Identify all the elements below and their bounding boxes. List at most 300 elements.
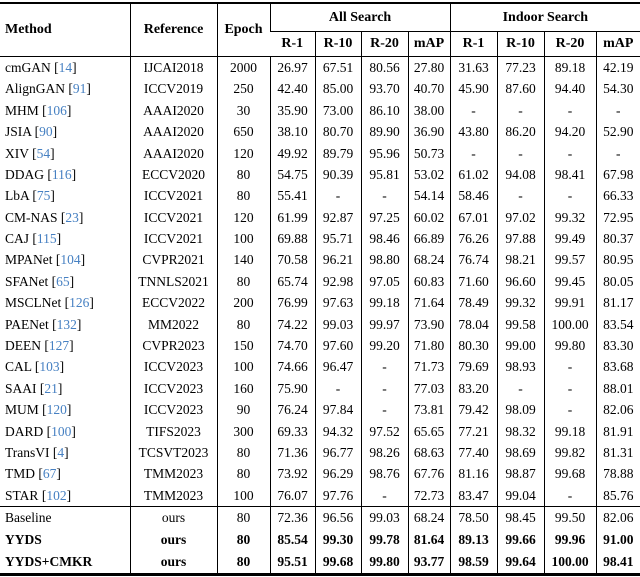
method-name: XIV bbox=[5, 145, 29, 161]
all-search-metric-cell: 35.90 bbox=[270, 100, 315, 121]
col-header-indoor-r20: R-20 bbox=[544, 32, 596, 57]
method-name: DDAG bbox=[5, 166, 44, 182]
all-search-metric-cell: 80.70 bbox=[315, 121, 361, 142]
epoch-cell: 80 bbox=[217, 529, 270, 551]
epoch-cell: 100 bbox=[217, 485, 270, 507]
all-search-metric-cell: 94.32 bbox=[315, 421, 361, 442]
indoor-search-metric-cell: 80.05 bbox=[596, 271, 640, 292]
reference-cell: ICCV2023 bbox=[130, 378, 217, 399]
indoor-search-metric-cell: 99.32 bbox=[544, 207, 596, 228]
indoor-search-metric-cell: 67.01 bbox=[450, 207, 497, 228]
all-search-metric-cell: 42.40 bbox=[270, 78, 315, 99]
indoor-search-metric-cell: 76.26 bbox=[450, 228, 497, 249]
table-header bbox=[0, 3, 640, 57]
all-search-metric-cell: - bbox=[361, 399, 408, 420]
table-row bbox=[0, 529, 640, 551]
method-cell: MPANet [104] bbox=[5, 252, 86, 268]
indoor-search-metric-cell: 91.00 bbox=[596, 529, 640, 551]
indoor-search-metric-cell: 80.37 bbox=[596, 228, 640, 249]
method-name: SFANet bbox=[5, 273, 49, 289]
all-search-metric-cell: 65.65 bbox=[408, 421, 450, 442]
reference-cell: AAAI2020 bbox=[130, 143, 217, 164]
all-search-metric-cell: 74.70 bbox=[270, 335, 315, 356]
method-name: MHM bbox=[5, 102, 39, 118]
method-cell: TransVI [4] bbox=[5, 444, 69, 460]
all-search-metric-cell: 99.20 bbox=[361, 335, 408, 356]
indoor-search-metric-cell: 86.20 bbox=[497, 121, 544, 142]
indoor-search-metric-cell: - bbox=[544, 185, 596, 206]
epoch-cell: 650 bbox=[217, 121, 270, 142]
citation-link[interactable]: 23 bbox=[65, 209, 79, 225]
method-cell: DARD [100] bbox=[5, 423, 76, 439]
all-search-metric-cell: 89.90 bbox=[361, 121, 408, 142]
citation-link[interactable]: 75 bbox=[36, 188, 51, 204]
method-name: DARD bbox=[5, 423, 44, 439]
indoor-search-metric-cell: - bbox=[596, 100, 640, 121]
all-search-metric-cell: 97.60 bbox=[315, 335, 361, 356]
indoor-search-metric-cell: 88.01 bbox=[596, 378, 640, 399]
indoor-search-metric-cell: 83.68 bbox=[596, 356, 640, 377]
method-cell bbox=[0, 529, 130, 551]
all-search-metric-cell: 97.05 bbox=[361, 271, 408, 292]
method-name: PAENet bbox=[5, 316, 49, 332]
method-cell: MHM [106] bbox=[5, 102, 72, 118]
citation-link[interactable]: 126 bbox=[69, 295, 90, 311]
all-search-metric-cell: 98.26 bbox=[361, 442, 408, 463]
reference-cell: ICCV2023 bbox=[130, 399, 217, 420]
indoor-search-metric-cell: 85.76 bbox=[596, 485, 640, 507]
reference-cell: IJCAI2018 bbox=[130, 57, 217, 79]
epoch-cell: 80 bbox=[217, 463, 270, 484]
all-search-metric-cell: - bbox=[361, 378, 408, 399]
indoor-search-metric-cell: 99.00 bbox=[497, 335, 544, 356]
indoor-search-metric-cell: 78.50 bbox=[450, 507, 497, 530]
citation-link[interactable]: 14 bbox=[58, 59, 73, 75]
method-cell: TMD [67] bbox=[5, 466, 61, 482]
all-search-metric-cell: 93.77 bbox=[408, 551, 450, 575]
method-name: STAR bbox=[5, 487, 39, 503]
method-name: YYDS bbox=[5, 532, 42, 548]
table-row bbox=[0, 442, 640, 463]
citation-link[interactable]: 21 bbox=[44, 380, 58, 396]
indoor-search-metric-cell: 99.18 bbox=[544, 421, 596, 442]
reference-cell: ICCV2019 bbox=[130, 78, 217, 99]
method-cell bbox=[0, 551, 130, 575]
table-row bbox=[0, 421, 640, 442]
indoor-search-metric-cell: - bbox=[497, 143, 544, 164]
indoor-search-metric-cell: 82.06 bbox=[596, 399, 640, 420]
table-row bbox=[0, 78, 640, 99]
epoch-cell: 80 bbox=[217, 442, 270, 463]
epoch-cell: 30 bbox=[217, 100, 270, 121]
col-header-all-r1: R-1 bbox=[270, 32, 315, 57]
indoor-search-metric-cell: 98.69 bbox=[497, 442, 544, 463]
indoor-search-metric-cell: 99.91 bbox=[544, 292, 596, 313]
all-search-metric-cell: 98.46 bbox=[361, 228, 408, 249]
indoor-search-metric-cell: 99.49 bbox=[544, 228, 596, 249]
indoor-search-metric-cell: 98.32 bbox=[497, 421, 544, 442]
table-row bbox=[0, 292, 640, 313]
all-search-metric-cell: 71.36 bbox=[270, 442, 315, 463]
all-search-metric-cell: - bbox=[361, 356, 408, 377]
indoor-search-metric-cell: 96.60 bbox=[497, 271, 544, 292]
citation-link[interactable]: 127 bbox=[48, 338, 70, 354]
indoor-search-metric-cell: 94.20 bbox=[544, 121, 596, 142]
indoor-search-metric-cell: 77.21 bbox=[450, 421, 497, 442]
indoor-search-metric-cell: 98.87 bbox=[497, 463, 544, 484]
all-search-metric-cell: 40.70 bbox=[408, 78, 450, 99]
indoor-search-metric-cell: 78.49 bbox=[450, 292, 497, 313]
citation-link[interactable]: 67 bbox=[42, 466, 57, 482]
all-search-metric-cell: 97.52 bbox=[361, 421, 408, 442]
method-cell: cmGAN [14] bbox=[5, 59, 77, 75]
col-header-all-r20: R-20 bbox=[361, 32, 408, 57]
all-search-metric-cell: 99.03 bbox=[315, 314, 361, 335]
indoor-search-metric-cell: 99.45 bbox=[544, 271, 596, 292]
all-search-metric-cell: 49.92 bbox=[270, 143, 315, 164]
indoor-search-metric-cell: 58.46 bbox=[450, 185, 497, 206]
all-search-metric-cell: 85.00 bbox=[315, 78, 361, 99]
method-name: YYDS+CMKR bbox=[5, 554, 93, 570]
citation-link[interactable]: 102 bbox=[46, 487, 67, 503]
all-search-metric-cell: 96.21 bbox=[315, 250, 361, 271]
all-search-metric-cell: 99.30 bbox=[315, 529, 361, 551]
reference-cell: ECCV2022 bbox=[130, 292, 217, 313]
table-row bbox=[0, 314, 640, 335]
method-cell: CAJ [115] bbox=[5, 231, 62, 247]
all-search-metric-cell: 96.47 bbox=[315, 356, 361, 377]
table-row bbox=[0, 335, 640, 356]
epoch-cell: 160 bbox=[217, 378, 270, 399]
indoor-search-metric-cell: 99.50 bbox=[544, 507, 596, 530]
col-header-method: Method bbox=[0, 3, 130, 57]
citation-link[interactable]: 104 bbox=[60, 252, 81, 268]
indoor-search-metric-cell: 79.42 bbox=[450, 399, 497, 420]
all-search-metric-cell: - bbox=[315, 185, 361, 206]
indoor-search-metric-cell: - bbox=[544, 399, 596, 420]
method-name: Baseline bbox=[5, 510, 52, 526]
method-name: MUM bbox=[5, 402, 39, 418]
indoor-search-metric-cell: 99.64 bbox=[497, 551, 544, 575]
all-search-metric-cell: 61.99 bbox=[270, 207, 315, 228]
table-row bbox=[0, 463, 640, 484]
reference-cell: ours bbox=[130, 529, 217, 551]
all-search-metric-cell: 54.14 bbox=[408, 185, 450, 206]
table-row bbox=[0, 164, 640, 185]
all-search-metric-cell: 76.07 bbox=[270, 485, 315, 507]
all-search-metric-cell: 76.99 bbox=[270, 292, 315, 313]
indoor-search-metric-cell: 80.30 bbox=[450, 335, 497, 356]
indoor-search-metric-cell: 98.41 bbox=[596, 551, 640, 575]
all-search-metric-cell: 76.24 bbox=[270, 399, 315, 420]
indoor-search-metric-cell: 31.63 bbox=[450, 57, 497, 79]
indoor-search-metric-cell: 97.02 bbox=[497, 207, 544, 228]
all-search-metric-cell: 27.80 bbox=[408, 57, 450, 79]
indoor-search-metric-cell: 98.09 bbox=[497, 399, 544, 420]
group-header-indoor-search: Indoor Search bbox=[450, 3, 640, 32]
reference-cell: CVPR2023 bbox=[130, 335, 217, 356]
indoor-search-metric-cell: 77.23 bbox=[497, 57, 544, 79]
citation-link[interactable]: 132 bbox=[56, 316, 77, 332]
indoor-search-metric-cell: - bbox=[450, 143, 497, 164]
method-cell: CAL [103] bbox=[5, 359, 65, 375]
table-row bbox=[0, 485, 640, 507]
table-row bbox=[0, 271, 640, 292]
table-row bbox=[0, 121, 640, 142]
method-cell: STAR [102] bbox=[5, 487, 72, 503]
indoor-search-metric-cell: 98.45 bbox=[497, 507, 544, 530]
all-search-metric-cell: 68.24 bbox=[408, 250, 450, 271]
col-header-all-r10: R-10 bbox=[315, 32, 361, 57]
all-search-metric-cell: 95.71 bbox=[315, 228, 361, 249]
all-search-metric-cell: 38.10 bbox=[270, 121, 315, 142]
all-search-metric-cell: - bbox=[361, 185, 408, 206]
indoor-search-metric-cell: 94.08 bbox=[497, 164, 544, 185]
group-header-all-search: All Search bbox=[270, 3, 450, 32]
indoor-search-metric-cell: 81.17 bbox=[596, 292, 640, 313]
all-search-metric-cell: 99.03 bbox=[361, 507, 408, 530]
indoor-search-metric-cell: - bbox=[544, 356, 596, 377]
reference-cell: TIFS2023 bbox=[130, 421, 217, 442]
all-search-metric-cell: 92.98 bbox=[315, 271, 361, 292]
indoor-search-metric-cell: 94.40 bbox=[544, 78, 596, 99]
all-search-metric-cell: 60.83 bbox=[408, 271, 450, 292]
reference-cell: AAAI2020 bbox=[130, 100, 217, 121]
indoor-search-metric-cell: 97.88 bbox=[497, 228, 544, 249]
indoor-search-metric-cell: - bbox=[544, 485, 596, 507]
reference-cell: CVPR2021 bbox=[130, 250, 217, 271]
indoor-search-metric-cell: 99.66 bbox=[497, 529, 544, 551]
all-search-metric-cell: 65.74 bbox=[270, 271, 315, 292]
citation-link[interactable]: 65 bbox=[56, 273, 70, 289]
indoor-search-metric-cell: 45.90 bbox=[450, 78, 497, 99]
epoch-cell: 250 bbox=[217, 78, 270, 99]
all-search-metric-cell: 72.73 bbox=[408, 485, 450, 507]
epoch-cell: 300 bbox=[217, 421, 270, 442]
method-name: TransVI bbox=[5, 444, 50, 460]
method-name: CAL bbox=[5, 359, 32, 375]
all-search-metric-cell: 53.02 bbox=[408, 164, 450, 185]
table-row bbox=[0, 100, 640, 121]
epoch-cell: 80 bbox=[217, 551, 270, 575]
citation-link[interactable]: 103 bbox=[39, 359, 60, 375]
method-cell: MSCLNet [126] bbox=[5, 295, 94, 311]
citation-link[interactable]: 115 bbox=[36, 231, 57, 247]
table-row bbox=[0, 207, 640, 228]
all-search-metric-cell: 73.81 bbox=[408, 399, 450, 420]
indoor-search-metric-cell: - bbox=[544, 378, 596, 399]
reference-cell: AAAI2020 bbox=[130, 121, 217, 142]
table-body bbox=[0, 57, 640, 575]
citation-link[interactable]: 116 bbox=[51, 166, 72, 182]
col-header-reference: Reference bbox=[130, 3, 217, 57]
citation-link[interactable]: 106 bbox=[46, 102, 67, 118]
indoor-search-metric-cell: 100.00 bbox=[544, 314, 596, 335]
all-search-metric-cell: 60.02 bbox=[408, 207, 450, 228]
col-header-epoch: Epoch bbox=[217, 3, 270, 57]
results-table bbox=[0, 2, 640, 576]
indoor-search-metric-cell: 98.21 bbox=[497, 250, 544, 271]
epoch-cell: 80 bbox=[217, 164, 270, 185]
method-name: TMD bbox=[5, 466, 35, 482]
indoor-search-metric-cell: 99.68 bbox=[544, 463, 596, 484]
citation-link[interactable]: 54 bbox=[36, 145, 51, 161]
indoor-search-metric-cell: 99.04 bbox=[497, 485, 544, 507]
method-cell: LbA [75] bbox=[5, 188, 55, 204]
indoor-search-metric-cell: 82.06 bbox=[596, 507, 640, 530]
all-search-metric-cell: 54.75 bbox=[270, 164, 315, 185]
all-search-metric-cell: 71.64 bbox=[408, 292, 450, 313]
all-search-metric-cell: 99.78 bbox=[361, 529, 408, 551]
indoor-search-metric-cell: - bbox=[544, 143, 596, 164]
indoor-search-metric-cell: 99.80 bbox=[544, 335, 596, 356]
all-search-metric-cell: 73.00 bbox=[315, 100, 361, 121]
reference-cell: ECCV2020 bbox=[130, 164, 217, 185]
reference-cell: TNNLS2021 bbox=[130, 271, 217, 292]
method-cell: DEEN [127] bbox=[5, 338, 74, 354]
all-search-metric-cell: 99.68 bbox=[315, 551, 361, 575]
col-header-indoor-map: mAP bbox=[596, 32, 640, 57]
reference-cell: ICCV2021 bbox=[130, 185, 217, 206]
table-row bbox=[0, 185, 640, 206]
indoor-search-metric-cell: 83.47 bbox=[450, 485, 497, 507]
method-cell: SAAI [21] bbox=[5, 380, 63, 396]
all-search-metric-cell: 98.80 bbox=[361, 250, 408, 271]
indoor-search-metric-cell: - bbox=[497, 378, 544, 399]
all-search-metric-cell: 95.51 bbox=[270, 551, 315, 575]
indoor-search-metric-cell: 54.30 bbox=[596, 78, 640, 99]
all-search-metric-cell: 68.63 bbox=[408, 442, 450, 463]
citation-link[interactable]: 90 bbox=[39, 124, 53, 140]
indoor-search-metric-cell: 81.91 bbox=[596, 421, 640, 442]
epoch-cell: 150 bbox=[217, 335, 270, 356]
epoch-cell: 80 bbox=[217, 271, 270, 292]
reference-cell: ICCV2021 bbox=[130, 228, 217, 249]
table-row bbox=[0, 551, 640, 575]
epoch-cell: 100 bbox=[217, 356, 270, 377]
reference-cell: TCSVT2023 bbox=[130, 442, 217, 463]
indoor-search-metric-cell: 52.90 bbox=[596, 121, 640, 142]
method-name: MSCLNet bbox=[5, 295, 62, 311]
all-search-metric-cell: 98.76 bbox=[361, 463, 408, 484]
all-search-metric-cell: 73.90 bbox=[408, 314, 450, 335]
method-cell: SFANet [65] bbox=[5, 273, 75, 289]
all-search-metric-cell: 77.03 bbox=[408, 378, 450, 399]
citation-link[interactable]: 120 bbox=[46, 402, 67, 418]
all-search-metric-cell: 97.76 bbox=[315, 485, 361, 507]
indoor-search-metric-cell: 98.59 bbox=[450, 551, 497, 575]
epoch-cell: 80 bbox=[217, 507, 270, 530]
reference-cell: MM2022 bbox=[130, 314, 217, 335]
all-search-metric-cell: 71.73 bbox=[408, 356, 450, 377]
method-name: MPANet bbox=[5, 252, 53, 268]
epoch-cell: 120 bbox=[217, 207, 270, 228]
indoor-search-metric-cell: 76.74 bbox=[450, 250, 497, 271]
epoch-cell: 80 bbox=[217, 185, 270, 206]
method-name: DEEN bbox=[5, 338, 41, 354]
all-search-metric-cell: 80.56 bbox=[361, 57, 408, 79]
method-cell: CM-NAS [23] bbox=[5, 209, 84, 225]
method-cell: PAENet [132] bbox=[5, 316, 82, 332]
all-search-metric-cell: 74.22 bbox=[270, 314, 315, 335]
all-search-metric-cell: 67.76 bbox=[408, 463, 450, 484]
all-search-metric-cell: 97.84 bbox=[315, 399, 361, 420]
indoor-search-metric-cell: 42.19 bbox=[596, 57, 640, 79]
all-search-metric-cell: 67.51 bbox=[315, 57, 361, 79]
method-name: CM-NAS bbox=[5, 209, 58, 225]
indoor-search-metric-cell: - bbox=[450, 100, 497, 121]
indoor-search-metric-cell: 99.96 bbox=[544, 529, 596, 551]
indoor-search-metric-cell: 100.00 bbox=[544, 551, 596, 575]
indoor-search-metric-cell: 79.69 bbox=[450, 356, 497, 377]
indoor-search-metric-cell: 83.30 bbox=[596, 335, 640, 356]
all-search-metric-cell: 55.41 bbox=[270, 185, 315, 206]
indoor-search-metric-cell: 67.98 bbox=[596, 164, 640, 185]
table-row bbox=[0, 378, 640, 399]
all-search-metric-cell: 96.77 bbox=[315, 442, 361, 463]
group-header-row bbox=[0, 3, 640, 32]
epoch-cell: 200 bbox=[217, 292, 270, 313]
all-search-metric-cell: 73.92 bbox=[270, 463, 315, 484]
indoor-search-metric-cell: 80.95 bbox=[596, 250, 640, 271]
citation-link[interactable]: 4 bbox=[57, 444, 65, 460]
indoor-search-metric-cell: 83.54 bbox=[596, 314, 640, 335]
reference-cell: ours bbox=[130, 507, 217, 530]
all-search-metric-cell: 97.25 bbox=[361, 207, 408, 228]
all-search-metric-cell: 95.96 bbox=[361, 143, 408, 164]
indoor-search-metric-cell: 61.02 bbox=[450, 164, 497, 185]
method-cell: MUM [120] bbox=[5, 402, 72, 418]
all-search-metric-cell: 99.80 bbox=[361, 551, 408, 575]
indoor-search-metric-cell: 87.60 bbox=[497, 78, 544, 99]
method-cell: XIV [54] bbox=[5, 145, 55, 161]
indoor-search-metric-cell: 83.20 bbox=[450, 378, 497, 399]
all-search-metric-cell: 99.18 bbox=[361, 292, 408, 313]
all-search-metric-cell: 70.58 bbox=[270, 250, 315, 271]
all-search-metric-cell: 96.56 bbox=[315, 507, 361, 530]
reference-cell: ICCV2021 bbox=[130, 207, 217, 228]
indoor-search-metric-cell: 99.57 bbox=[544, 250, 596, 271]
col-header-indoor-r10: R-10 bbox=[497, 32, 544, 57]
table-row bbox=[0, 399, 640, 420]
table-row bbox=[0, 228, 640, 249]
all-search-metric-cell: 93.70 bbox=[361, 78, 408, 99]
table-row bbox=[0, 356, 640, 377]
indoor-search-metric-cell: - bbox=[497, 100, 544, 121]
citation-link[interactable]: 100 bbox=[51, 423, 72, 439]
method-cell: AlignGAN [91] bbox=[5, 81, 91, 97]
table-row bbox=[0, 57, 640, 79]
all-search-metric-cell: 96.29 bbox=[315, 463, 361, 484]
indoor-search-metric-cell: - bbox=[497, 185, 544, 206]
all-search-metric-cell: 74.66 bbox=[270, 356, 315, 377]
all-search-metric-cell: 26.97 bbox=[270, 57, 315, 79]
method-name: SAAI bbox=[5, 380, 37, 396]
indoor-search-metric-cell: 89.13 bbox=[450, 529, 497, 551]
citation-link[interactable]: 91 bbox=[72, 81, 87, 97]
epoch-cell: 2000 bbox=[217, 57, 270, 79]
indoor-search-metric-cell: - bbox=[596, 143, 640, 164]
table-row bbox=[0, 250, 640, 271]
method-name: JSIA bbox=[5, 124, 32, 140]
indoor-search-metric-cell: 71.60 bbox=[450, 271, 497, 292]
indoor-search-metric-cell: 43.80 bbox=[450, 121, 497, 142]
indoor-search-metric-cell: 81.16 bbox=[450, 463, 497, 484]
method-name: AlignGAN bbox=[5, 81, 65, 97]
all-search-metric-cell: 72.36 bbox=[270, 507, 315, 530]
method-cell: DDAG [116] bbox=[5, 166, 77, 182]
method-cell bbox=[0, 507, 130, 530]
